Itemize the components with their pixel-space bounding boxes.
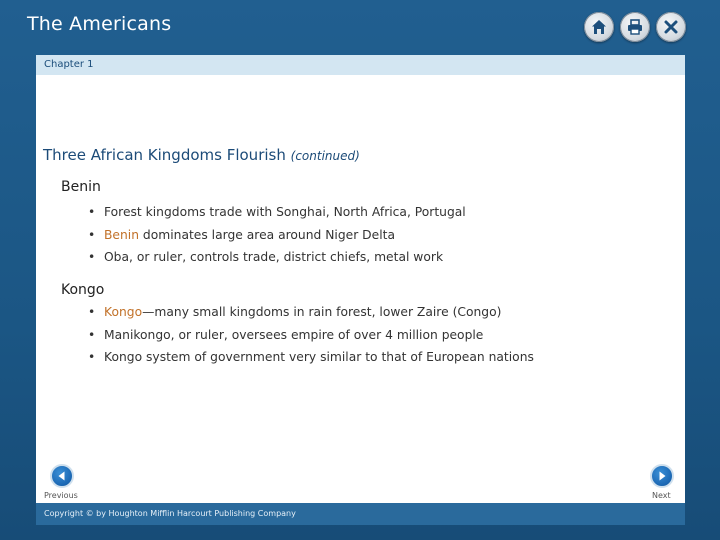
app-title: The Americans (27, 13, 172, 35)
copyright-footer: Copyright © by Houghton Mifflin Harcourt Publishing Company (36, 503, 685, 525)
home-icon (590, 18, 608, 36)
list-item: • Oba, or ruler, controls trade, district chiefs, metal work (88, 250, 444, 264)
previous-label[interactable]: Previous (44, 491, 78, 500)
next-button[interactable] (650, 464, 674, 488)
close-button[interactable] (656, 12, 686, 42)
list-item: • Kongo—many small kingdoms in rain forest, lower Zaire (Congo) (88, 305, 502, 319)
arrow-right-icon (656, 470, 668, 482)
highlight-term: Kongo (104, 305, 143, 319)
home-button[interactable] (584, 12, 614, 42)
section-heading-benin: Benin (61, 179, 101, 195)
list-item: • Forest kingdoms trade with Songhai, North Africa, Portugal (88, 205, 466, 219)
bullet-text: Oba, or ruler, controls trade, district chiefs, metal work (104, 250, 444, 264)
list-item: • Benin dominates large area around Niger Delta (88, 227, 395, 242)
arrow-left-icon (56, 470, 68, 482)
bullet-list-kongo (88, 301, 534, 369)
bullet-list-benin (88, 201, 466, 269)
next-label[interactable]: Next (652, 491, 671, 500)
list-item: • Kongo system of government very similar to that of European nations (88, 350, 534, 364)
close-icon (663, 19, 679, 35)
list-item: • Manikongo, or ruler, oversees empire of over 4 million people (88, 327, 484, 342)
slide-title-suffix: (continued) (290, 149, 360, 163)
bullet-text: Forest kingdoms trade with Songhai, North Africa, Portugal (104, 205, 466, 219)
bullet-text: dominates large area around Niger Delta (139, 227, 395, 242)
slide-title (43, 146, 360, 164)
bullet-text: —many small kingdoms in rain forest, lower Zaire (Congo) (142, 305, 502, 319)
bullet-text: Manikongo, or ruler, oversees empire of over 4 million people (104, 327, 484, 342)
slide-content (36, 75, 685, 503)
chapter-label: Chapter 1 (36, 55, 685, 75)
print-icon (626, 18, 644, 36)
section-heading-kongo: Kongo (61, 282, 105, 298)
print-button[interactable] (620, 12, 650, 42)
slide-title-text: Three African Kingdoms Flourish (43, 146, 286, 164)
previous-button[interactable] (50, 464, 74, 488)
bullet-text: Kongo system of government very similar to that of European nations (104, 350, 534, 364)
highlight-term: Benin (104, 227, 140, 242)
